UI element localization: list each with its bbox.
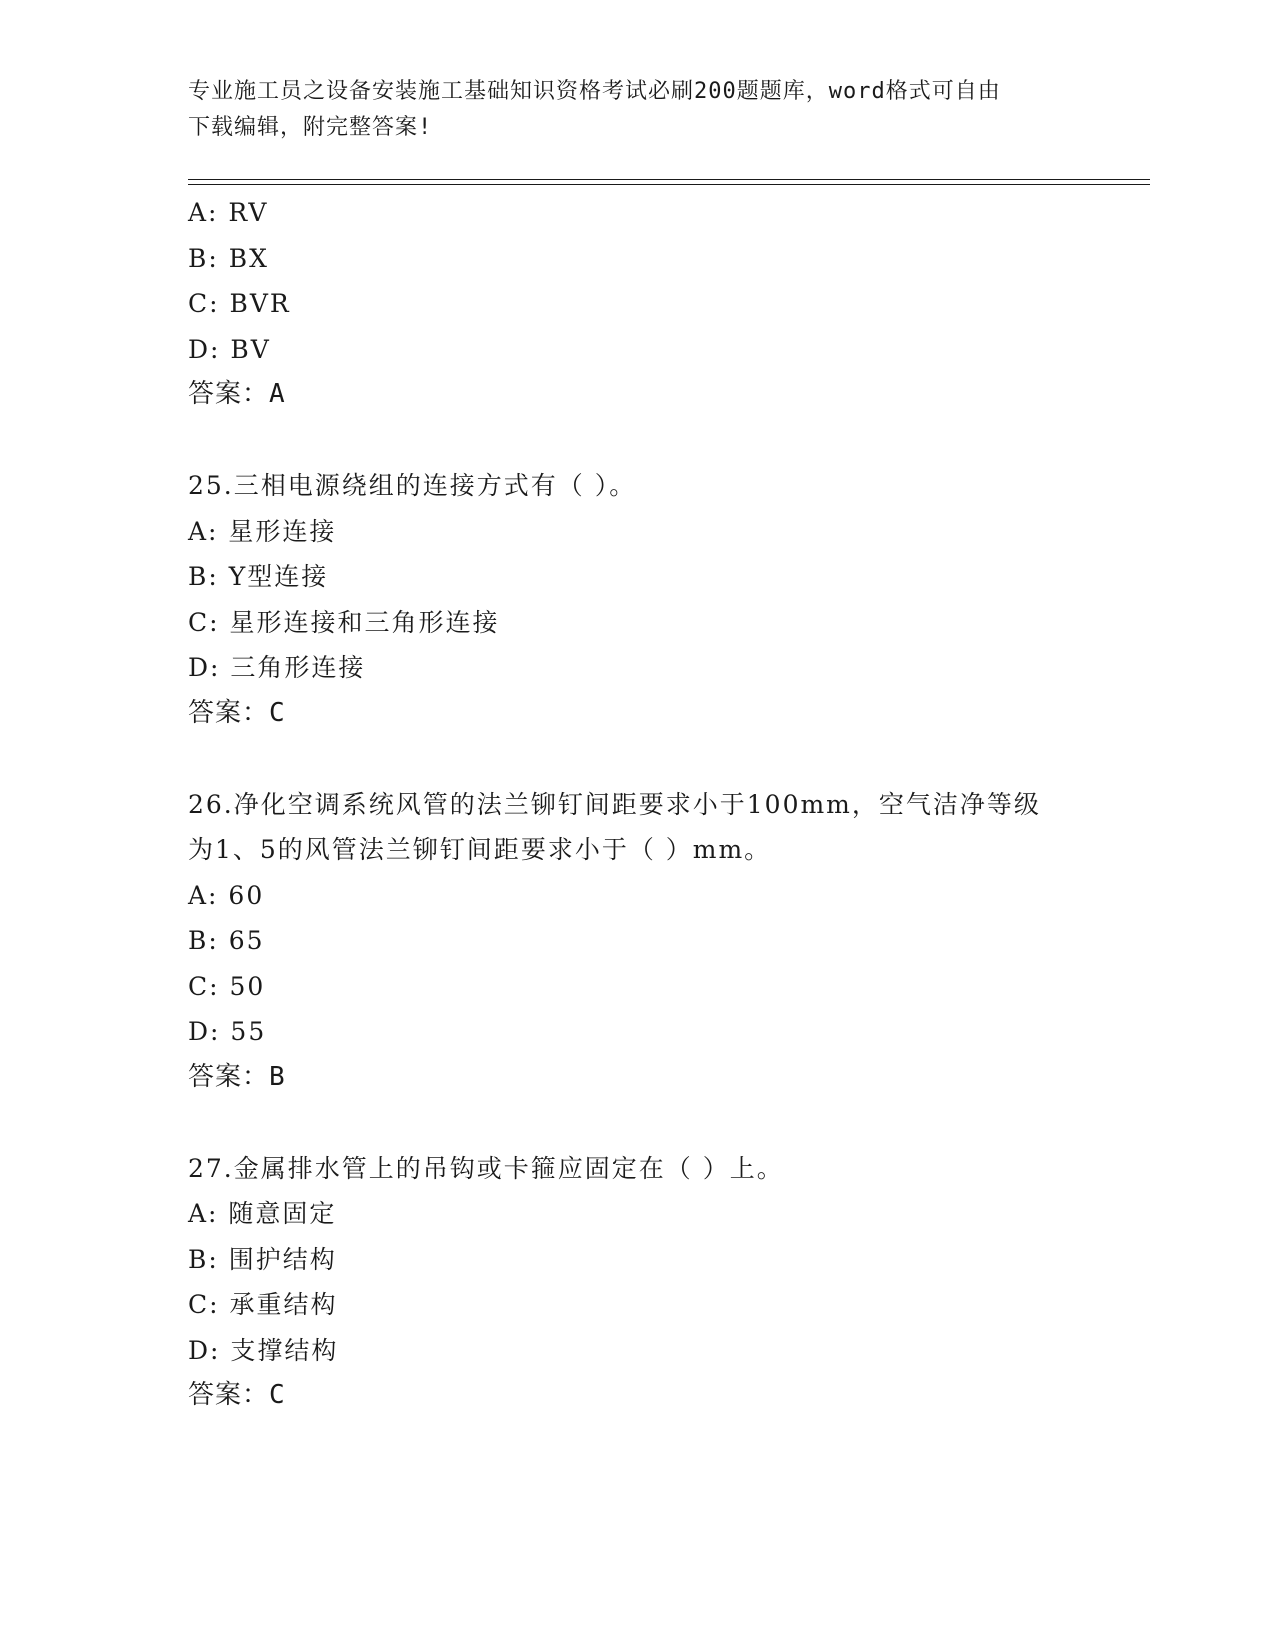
option-b: B: BX [188,243,269,273]
document-header [188,74,1068,146]
option-a: A: 星形连接 [188,516,337,546]
option-a: A: 60 [188,880,265,910]
option-d: D: 55 [188,1017,267,1046]
spacer [188,418,1088,464]
question-block-24 [188,190,1088,418]
option-c: C: 50 [188,971,266,1001]
answer-label: 答案：C [188,1380,286,1410]
header-line-1: 专业施工员之设备安装施工基础知识资格考试必刷200题题库，word格式可自由 [188,79,1001,104]
answer-label: 答案：A [188,379,286,409]
question-block-27 [188,1146,1088,1419]
header-divider-top [188,179,1150,180]
question-block-25 [188,463,1088,736]
question-text: 25.三相电源绕组的连接方式有（ ）。 [188,471,637,500]
question-list [188,190,1088,1419]
spacer [188,736,1088,782]
question-text-line-2: 为1、5的风管法兰铆钉间距要求小于（ ）mm。 [188,835,772,864]
question-text-line-1: 26.净化空调系统风管的法兰铆钉间距要求小于100mm，空气洁净等级 [188,789,1041,819]
answer-label: 答案：B [188,1061,286,1092]
option-b: B: Y型连接 [188,562,329,591]
question-text: 27.金属排水管上的吊钩或卡箍应固定在（ ）上。 [188,1153,784,1183]
header-line-2: 下载编辑，附完整答案! [188,115,433,140]
option-b: B: 65 [188,926,265,955]
answer-label: 答案：C [188,697,286,728]
spacer [188,1100,1088,1146]
option-b: B: 围护结构 [188,1244,337,1274]
option-c: C: 承重结构 [188,1290,338,1319]
option-a: A: 随意固定 [188,1199,337,1228]
option-d: D: BV [188,334,271,364]
option-c: C: 星形连接和三角形连接 [188,607,500,637]
option-d: D: 支撑结构 [188,1335,339,1365]
option-d: D: 三角形连接 [188,653,366,682]
header-divider-bottom [188,184,1150,185]
option-a: A: RV [188,198,269,227]
question-block-26 [188,782,1088,1101]
option-c: C: BVR [188,289,291,318]
